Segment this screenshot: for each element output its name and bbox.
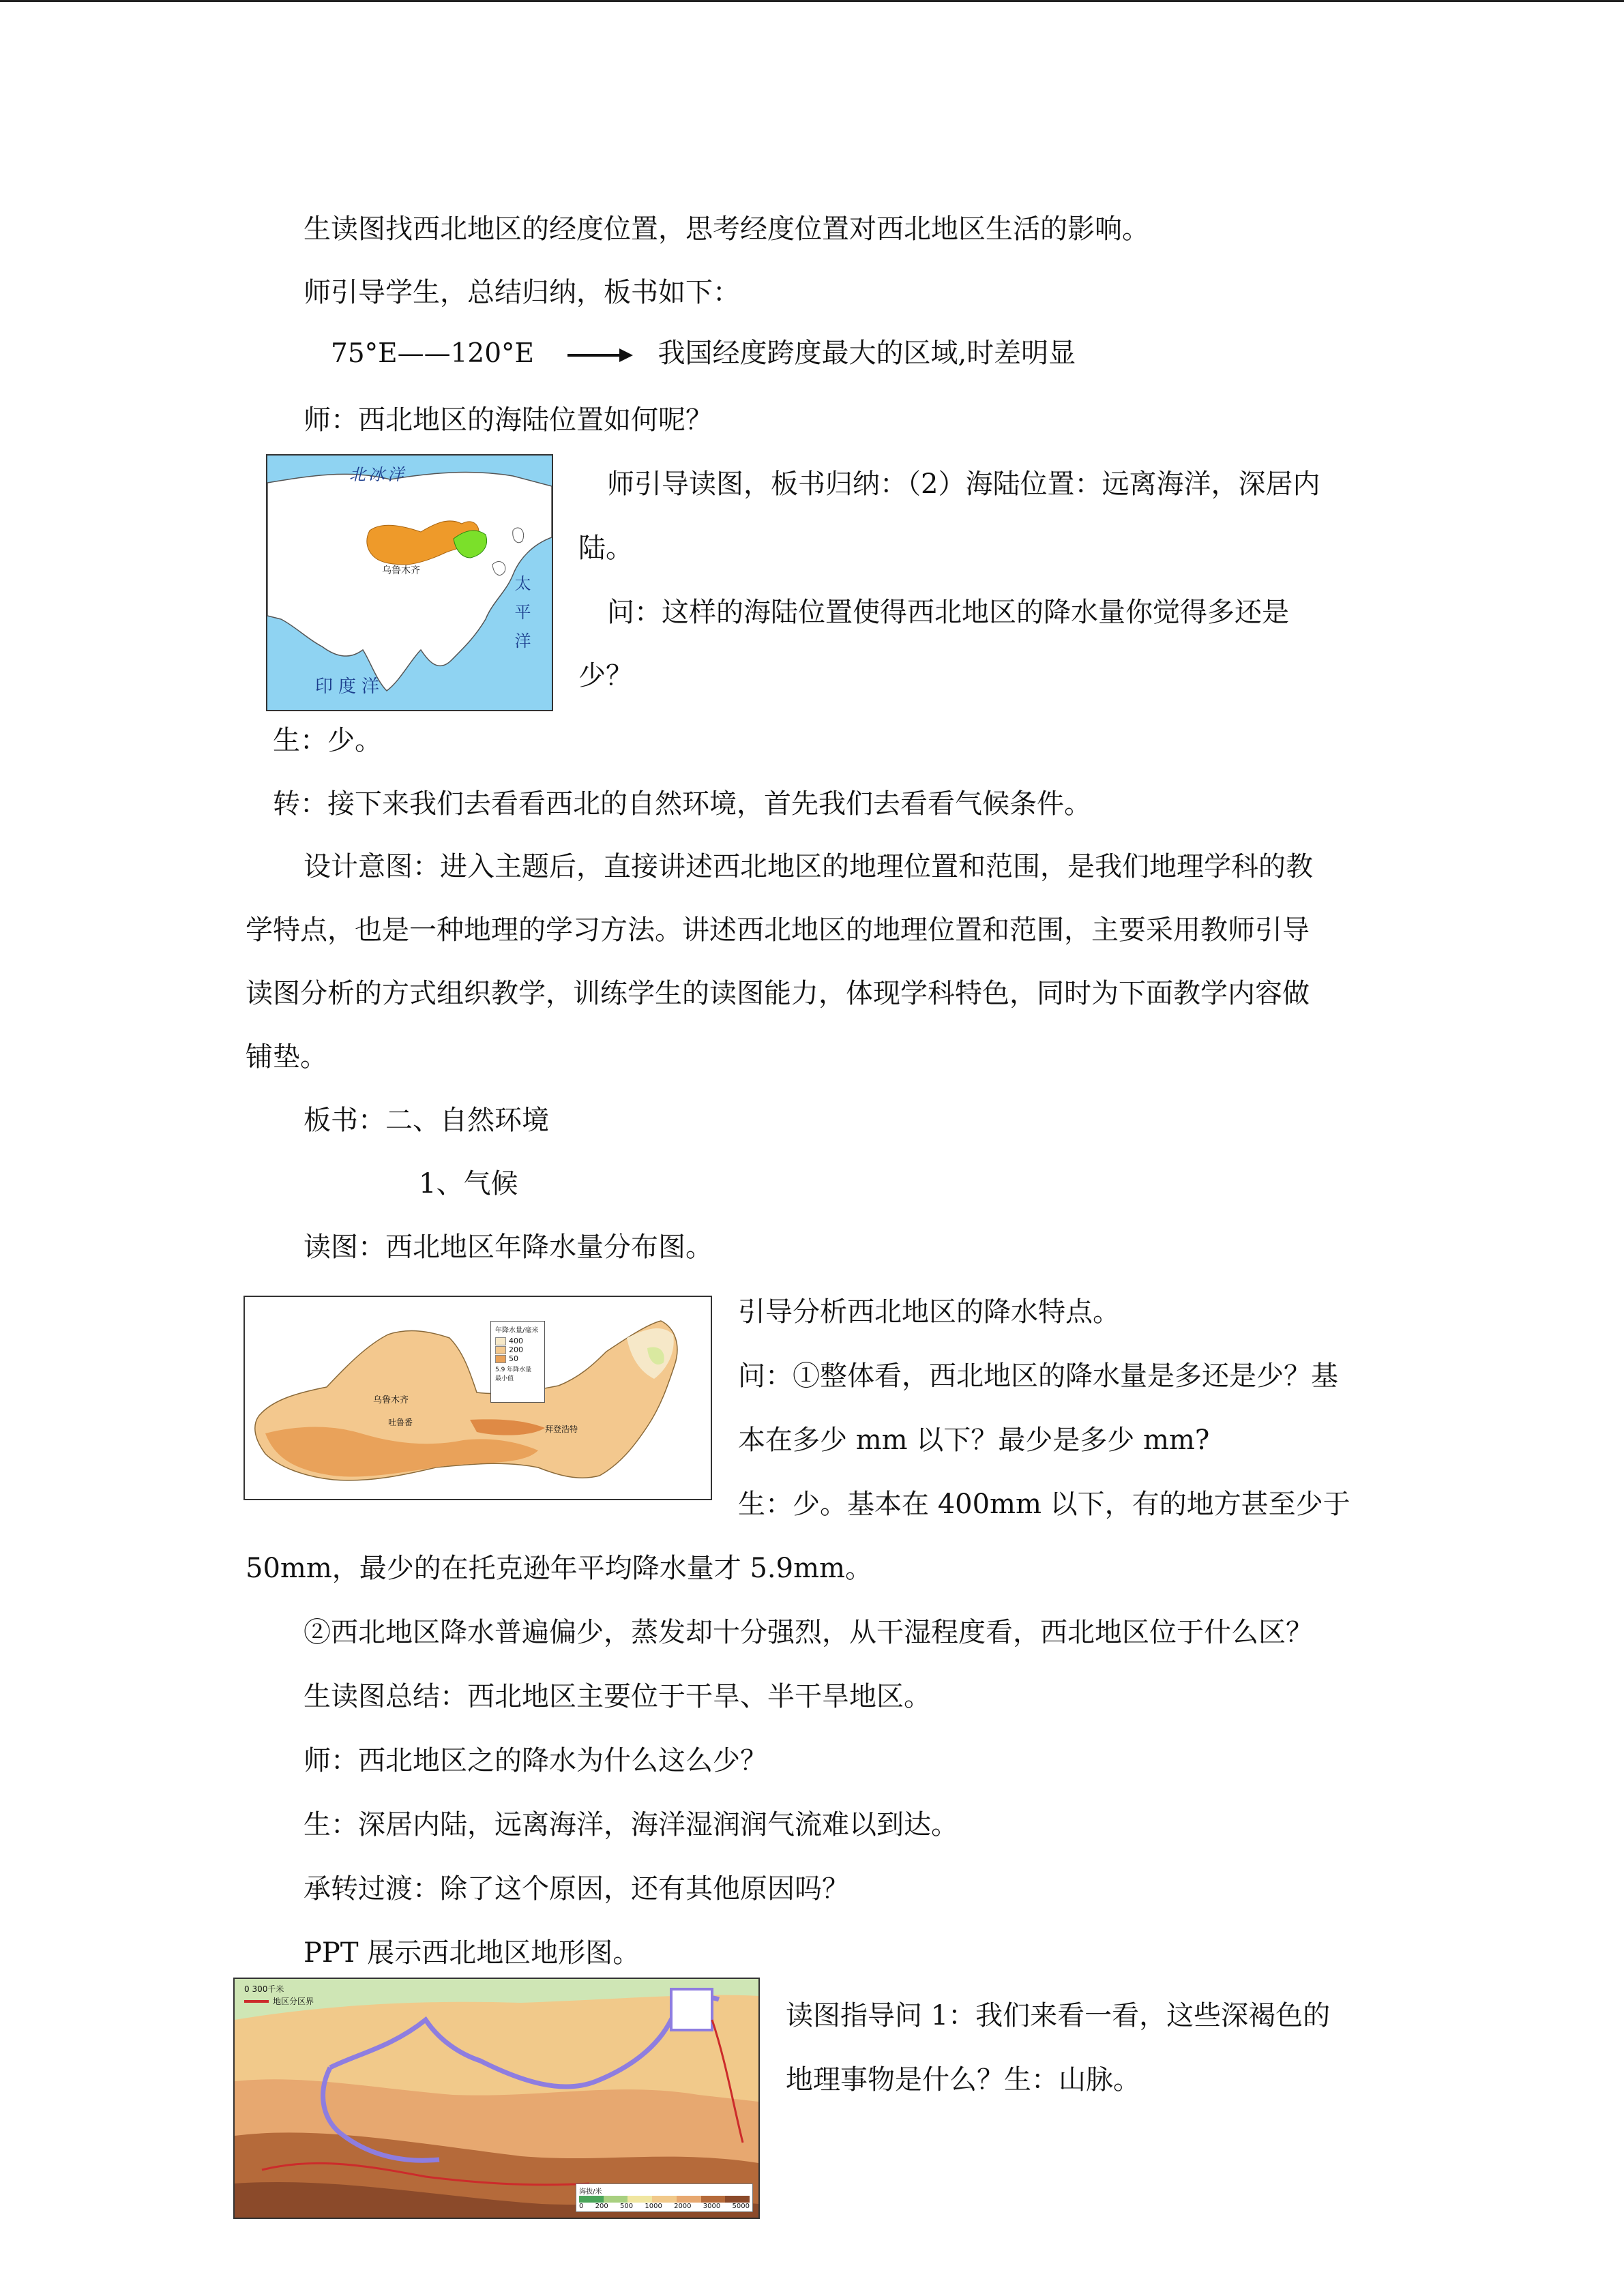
precipitation-map-graphic xyxy=(245,1297,711,1499)
precip-legend-row xyxy=(495,1345,540,1354)
precip-legend-row xyxy=(495,1337,540,1345)
para-student-summary: 生读图总结：西北地区主要位于干旱、半干旱地区。 xyxy=(304,1681,931,1712)
para-transition-climate: 转：接下来我们去看看西北的自然环境，首先我们去看看气候条件。 xyxy=(273,788,1091,820)
label-indian-ocean: 印度洋 xyxy=(315,676,385,697)
right-arrow-icon xyxy=(567,345,633,366)
para-question-1: 问：①整体看，西北地区的降水量是多还是少？基 xyxy=(738,1360,1338,1392)
para-guide-read-map-cont: 陆。 xyxy=(578,533,633,564)
precip-legend-value: 50 xyxy=(509,1354,518,1363)
para-guide-read-map: 师引导读图，板书归纳：（2）海陆位置：远离海洋，深居内 xyxy=(607,468,1320,500)
para-question-2: ②西北地区降水普遍偏少，蒸发却十分强烈，从干湿程度看，西北地区位于什么区？ xyxy=(304,1617,1313,1648)
para-teacher-why: 师：西北地区之的降水为什么这么少？ xyxy=(304,1745,767,1776)
longitude-board-line xyxy=(331,322,1076,385)
label-urumqi-map1: 乌鲁木齐 xyxy=(382,565,420,576)
terrain-scale-label: 0 300千米 xyxy=(244,1984,284,1994)
precip-swatch xyxy=(495,1337,506,1345)
para-precip-question: 问：这样的海陆位置使得西北地区的降水量你觉得多还是 xyxy=(607,597,1289,628)
para-longitude-task: 生读图找西北地区的经度位置，思考经度位置对西北地区生活的影响。 xyxy=(304,213,1149,245)
para-board-natural-env: 板书：二、自然环境 xyxy=(304,1105,549,1136)
label-urumqi: 乌鲁木齐 xyxy=(373,1395,409,1405)
para-transition-other: 承转过渡：除了这个原因，还有其他原因吗？ xyxy=(304,1873,849,1905)
elevation-swatch xyxy=(725,2196,750,2203)
elevation-tick: 0 xyxy=(579,2203,584,2210)
precip-legend-min-b: 最小值 xyxy=(495,1375,514,1382)
elevation-color-bar xyxy=(579,2196,750,2203)
para-precip-question-cont: 少？ xyxy=(578,660,633,691)
elevation-legend xyxy=(576,2183,753,2212)
precipitation-map xyxy=(243,1296,712,1500)
boundary-legend-label: 地区分区界 xyxy=(273,1997,314,2006)
terrain-map-graphic xyxy=(235,1979,758,2218)
precip-legend-value: 400 xyxy=(509,1337,523,1345)
precip-legend-row xyxy=(495,1354,540,1363)
label-turpan: 吐鲁番 xyxy=(388,1418,413,1427)
para-sea-land-question: 师：西北地区的海陆位置如何呢？ xyxy=(304,404,713,436)
para-ppt-terrain: PPT 展示西北地区地形图。 xyxy=(304,1937,640,1969)
elevation-swatch xyxy=(677,2196,701,2203)
para-map-question-1: 读图指导问 1：我们来看一看，这些深褐色的 xyxy=(786,2000,1331,2031)
elevation-tick: 2000 xyxy=(674,2203,692,2210)
para-design-intent-3: 读图分析的方式组织教学，训练学生的读图能力，体现学科特色，同时为下面教学内容做 xyxy=(246,978,1310,1009)
para-answer-1: 生：少。基本在 400mm 以下，有的地方甚至少于 xyxy=(738,1489,1350,1520)
precip-swatch xyxy=(495,1355,506,1363)
label-pacific-ocean: 太平洋 xyxy=(512,575,531,661)
asia-location-map xyxy=(266,454,553,711)
elevation-swatch xyxy=(579,2196,604,2203)
terrain-map xyxy=(233,1978,760,2219)
elevation-tick: 3000 xyxy=(703,2203,721,2210)
precip-legend xyxy=(490,1321,545,1403)
para-answer-1-cont: 50mm，最少的在托克逊年平均降水量才 5.9mm。 xyxy=(246,1553,872,1584)
elevation-tick: 1000 xyxy=(645,2203,662,2210)
boundary-line-swatch xyxy=(244,2000,269,2003)
elevation-swatch xyxy=(652,2196,677,2203)
terrain-boundary-legend xyxy=(244,1995,314,2007)
page-top-border xyxy=(0,0,1624,2)
elevation-legend-title: 海拔/米 xyxy=(579,2188,602,2196)
para-guide-precip-features: 引导分析西北地区的降水特点。 xyxy=(738,1296,1120,1328)
para-question-1-cont: 本在多少 mm 以下？最少是多少 mm? xyxy=(738,1425,1210,1456)
para-student-answer-less: 生：少。 xyxy=(273,725,382,756)
precip-legend-value: 200 xyxy=(509,1345,523,1354)
longitude-range: 75°E——120°E xyxy=(331,338,535,369)
para-read-precip-map: 读图：西北地区年降水量分布图。 xyxy=(304,1232,713,1263)
longitude-result: 我国经度跨度最大的区域,时差明显 xyxy=(658,338,1076,369)
para-climate-heading: 1、气候 xyxy=(419,1168,518,1199)
elevation-swatch xyxy=(628,2196,652,2203)
para-guide-summary: 师引导学生，总结归纳，板书如下： xyxy=(304,277,740,308)
precip-swatch xyxy=(495,1346,506,1354)
elevation-ticks xyxy=(579,2203,750,2210)
para-map-question-1-cont: 地理事物是什么？生：山脉。 xyxy=(786,2064,1140,2096)
elevation-tick: 200 xyxy=(595,2203,608,2210)
precip-legend-min-a: 5.9 年降水量 xyxy=(495,1367,532,1373)
elevation-tick: 500 xyxy=(620,2203,634,2210)
label-arctic-ocean: 北冰洋 xyxy=(349,465,407,484)
para-student-reason: 生：深居内陆，远离海洋，海洋湿润润气流难以到达。 xyxy=(304,1809,958,1840)
elevation-swatch xyxy=(701,2196,726,2203)
para-design-intent-2: 学特点，也是一种地理的学习方法。讲述西北地区的地理位置和范围，主要采用教师引导 xyxy=(246,914,1310,946)
elevation-swatch xyxy=(604,2196,628,2203)
elevation-tick: 5000 xyxy=(732,2203,750,2210)
para-design-intent-1: 设计意图：进入主题后，直接讲述西北地区的地理位置和范围，是我们地理学科的教 xyxy=(304,851,1313,882)
precip-legend-title: 年降水量/毫米 xyxy=(495,1327,539,1335)
label-bayanhot: 拜登浩特 xyxy=(545,1425,578,1434)
para-design-intent-4: 铺垫。 xyxy=(246,1041,327,1073)
